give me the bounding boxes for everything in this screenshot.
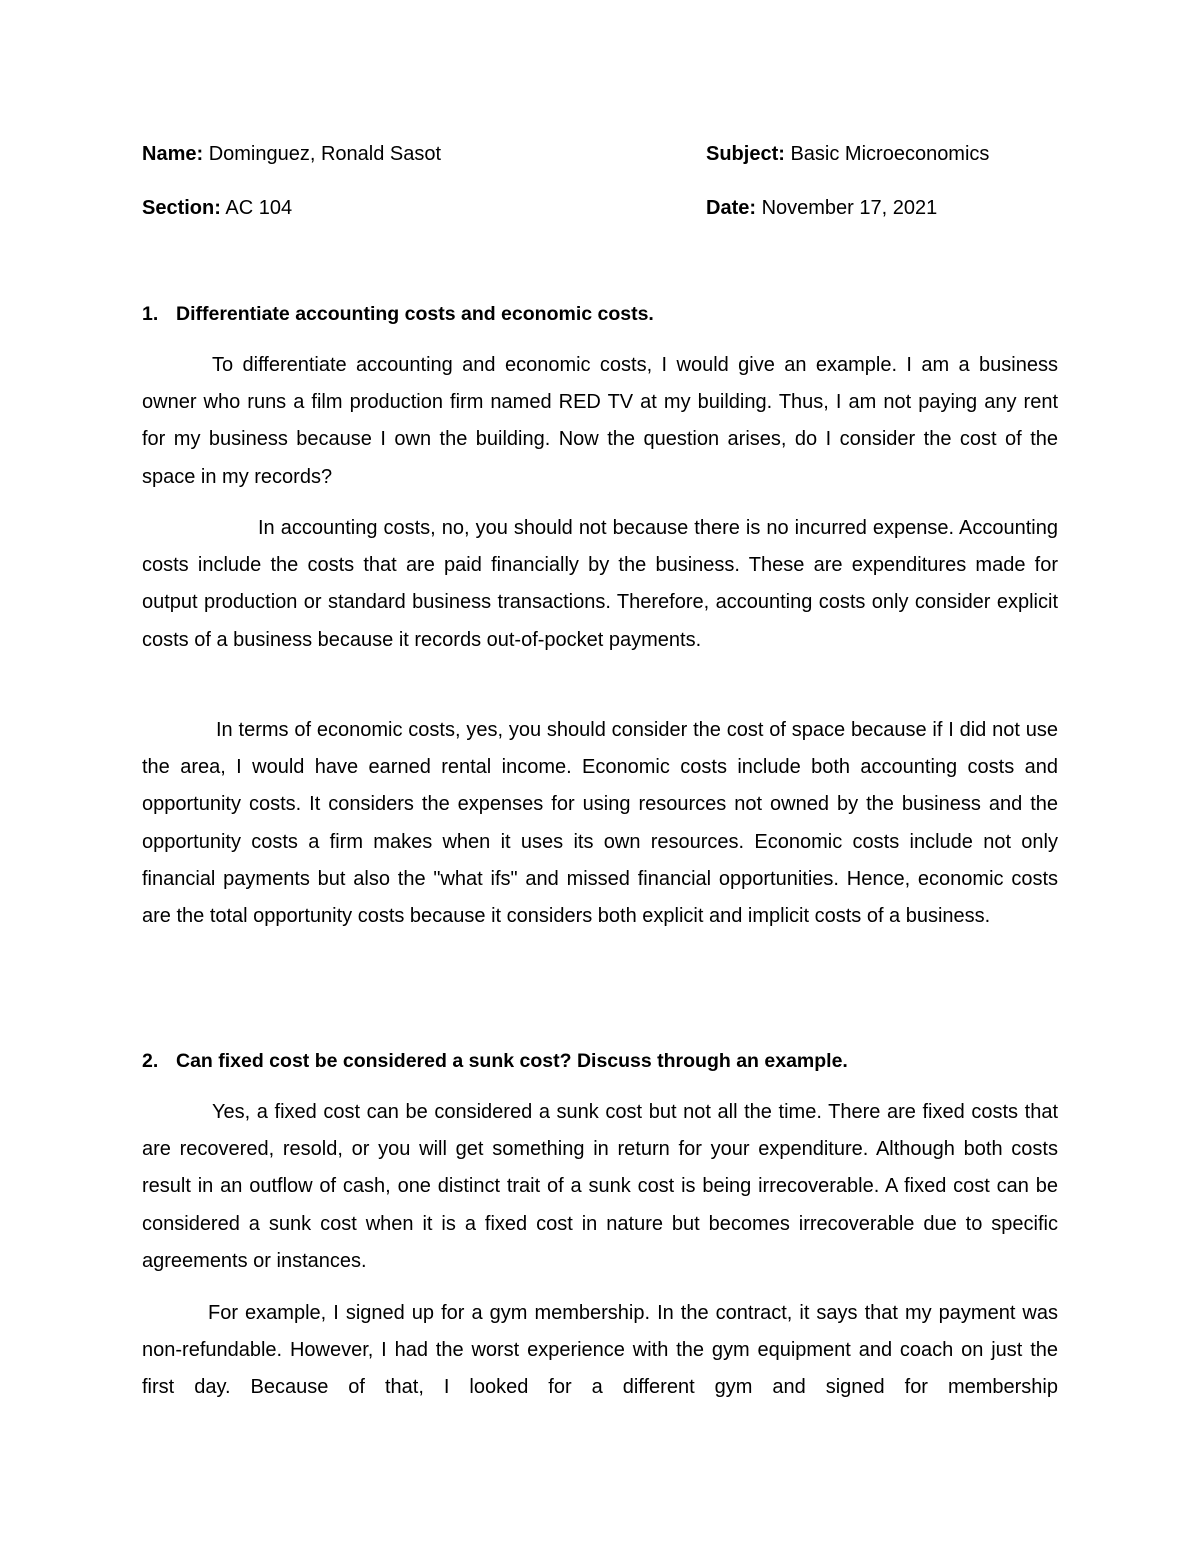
- date-label: Date:: [706, 197, 757, 219]
- question-2-title: Can fixed cost be considered a sunk cost? Discuss through an example.: [176, 1050, 848, 1072]
- q2-paragraph-2: For example, I signed up for a gym membership. In the contract, it says that my payment was non-refundable. However, I had the worst experience with the gym equipment and coach on just the first day. Because of that, I looked for a different gym and signed for membership: [142, 1302, 1058, 1399]
- subject-value: Basic Microeconomics: [790, 143, 990, 165]
- section-value: AC 104: [225, 197, 293, 219]
- q2-paragraph-1: Yes, a fixed cost can be considered a sunk cost but not all the time. There are fixed costs that are recovered, resold, or you will get something in return for your expenditure. Although both costs result in an outflow of cash, one distinct trait of a sunk cost is being irrecoverable. A fixed cost can be considered a sunk cost when it is a fixed cost in nature but becomes irrecoverable due to specific agreements or instances.: [142, 1101, 1058, 1272]
- subject-field: [706, 142, 989, 166]
- question-1-heading: [142, 302, 1058, 326]
- name-value: Dominguez, Ronald Sasot: [208, 143, 442, 165]
- q1-paragraph-1: To differentiate accounting and economic costs, I would give an example. I am a business owner who runs a film production firm named RED TV at my building. Thus, I am not paying any rent for my business because I own the building. Now the question arises, do I consider the cost of the space in my records?: [142, 354, 1058, 488]
- question-2-number: 2.: [142, 1050, 159, 1072]
- name-field: [142, 142, 441, 166]
- name-label: Name:: [142, 143, 204, 165]
- section-label: Section:: [142, 197, 221, 219]
- question-1-title: Differentiate accounting costs and economic costs.: [176, 303, 654, 325]
- subject-label: Subject:: [706, 143, 785, 165]
- q1-paragraph-2: In accounting costs, no, you should not because there is no incurred expense. Accounting costs include the costs that are paid financially by the business. These are expenditures made for output production or standard business transactions. Therefore, accounting costs only consider explicit costs of a business because it records out-of-pocket payments.: [142, 517, 1058, 651]
- date-field: [706, 196, 937, 220]
- section-field: [142, 196, 292, 220]
- q1-paragraph-3: In terms of economic costs, yes, you should consider the cost of space because if I did not use the area, I would have earned rental income. Economic costs include both accounting costs and opportunity costs. It considers the expenses for using resources not owned by the business and the opportunity costs a firm makes when it uses its own resources. Economic costs include not only financial payments but also the "what ifs" and missed financial opportunities. Hence, economic costs are the total opportunity costs because it considers both explicit and implicit costs of a business.: [142, 719, 1058, 928]
- date-value: November 17, 2021: [761, 197, 938, 219]
- question-2-heading: [142, 1049, 1058, 1073]
- question-1-number: 1.: [142, 303, 159, 325]
